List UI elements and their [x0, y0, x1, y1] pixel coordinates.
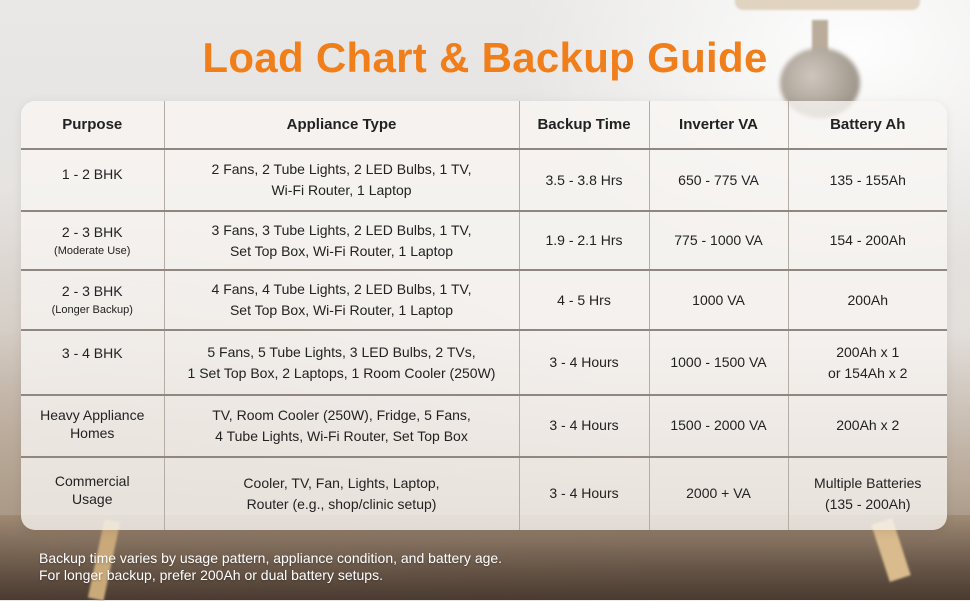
- inverter-va-cell: 2000 + VA: [649, 457, 788, 530]
- inverter-va-cell: 1500 - 2000 VA: [649, 395, 788, 457]
- lamp-shade-decoration: [735, 0, 920, 10]
- backup-time-cell: 3 - 4 Hours: [519, 395, 649, 457]
- header-inverter-va: Inverter VA: [649, 101, 788, 149]
- backup-time-cell: 4 - 5 Hrs: [519, 270, 649, 330]
- appliance-line: Set Top Box, Wi-Fi Router, 1 Laptop: [229, 302, 454, 319]
- inverter-va-cell: 1000 VA: [649, 270, 788, 330]
- header-appliance-type: Appliance Type: [164, 101, 519, 149]
- battery-ah-cell: [788, 330, 947, 394]
- purpose-label: Commercial: [54, 472, 130, 489]
- battery-line: 200Ah x 2: [836, 417, 900, 434]
- purpose-cell: [21, 457, 164, 530]
- table-row: [21, 211, 947, 270]
- inverter-va-cell: 1000 - 1500 VA: [649, 330, 788, 394]
- appliance-line: Wi-Fi Router, 1 Laptop: [271, 182, 412, 199]
- table-row: [21, 457, 947, 530]
- load-chart-table: [21, 101, 947, 530]
- inverter-va-cell: 775 - 1000 VA: [649, 211, 788, 270]
- purpose-cell: [21, 149, 164, 211]
- battery-line: Multiple Batteries: [814, 474, 922, 491]
- purpose-cell: [21, 330, 164, 394]
- appliance-cell: [164, 395, 519, 457]
- purpose-label-line2: Usage: [72, 490, 113, 507]
- battery-line: 200Ah x 1: [836, 343, 900, 360]
- purpose-cell: [21, 211, 164, 270]
- backup-time-cell: 1.9 - 2.1 Hrs: [519, 211, 649, 270]
- battery-ah-cell: [788, 270, 947, 330]
- inverter-va-cell: 650 - 775 VA: [649, 149, 788, 211]
- appliance-line: Set Top Box, Wi-Fi Router, 1 Laptop: [229, 242, 454, 259]
- table-row: [21, 395, 947, 457]
- purpose-label: 2 - 3 BHK: [61, 224, 123, 241]
- battery-line: 200Ah: [847, 291, 888, 308]
- appliance-line: 1 Set Top Box, 2 Laptops, 1 Room Cooler (250W): [187, 364, 496, 381]
- appliance-cell: [164, 457, 519, 530]
- appliance-line: Router (e.g., shop/clinic setup): [246, 495, 437, 512]
- table-header-row: [21, 101, 947, 149]
- purpose-cell: [21, 395, 164, 457]
- page-title: Load Chart & Backup Guide: [202, 34, 768, 81]
- backup-time-cell: 3.5 - 3.8 Hrs: [519, 149, 649, 211]
- appliance-line: 4 Fans, 4 Tube Lights, 2 LED Bulbs, 1 TV,: [211, 281, 472, 298]
- header-battery-ah: Battery Ah: [788, 101, 947, 149]
- purpose-label: Heavy Appliance: [40, 406, 145, 423]
- appliance-line: 3 Fans, 3 Tube Lights, 2 LED Bulbs, 1 TV,: [211, 221, 472, 238]
- footnotes: [39, 550, 939, 584]
- appliance-line: Cooler, TV, Fan, Lights, Laptop,: [243, 474, 440, 491]
- appliance-line: 5 Fans, 5 Tube Lights, 3 LED Bulbs, 2 TVs,: [207, 343, 476, 360]
- footnote-line: Backup time varies by usage pattern, appliance condition, and battery age.: [39, 550, 503, 566]
- appliance-cell: [164, 270, 519, 330]
- header-backup-time: Backup Time: [519, 101, 649, 149]
- battery-line: or 154Ah x 2: [828, 364, 908, 381]
- table-row: [21, 330, 947, 394]
- appliance-cell: [164, 149, 519, 211]
- appliance-line: 4 Tube Lights, Wi-Fi Router, Set Top Box: [215, 427, 468, 444]
- battery-ah-cell: [788, 211, 947, 270]
- purpose-label-line2: Homes: [70, 424, 115, 441]
- table-row: [21, 149, 947, 211]
- header-purpose: Purpose: [21, 101, 164, 149]
- purpose-label: 3 - 4 BHK: [61, 345, 123, 362]
- purpose-sublabel: (Moderate Use): [54, 245, 131, 258]
- appliance-line: TV, Room Cooler (250W), Fridge, 5 Fans,: [212, 406, 471, 423]
- appliance-cell: [164, 330, 519, 394]
- backup-time-cell: 3 - 4 Hours: [519, 457, 649, 530]
- battery-line: 154 - 200Ah: [829, 232, 906, 249]
- footnote-line: For longer backup, prefer 200Ah or dual battery setups.: [39, 567, 383, 583]
- table-row: [21, 270, 947, 330]
- battery-ah-cell: [788, 149, 947, 211]
- purpose-cell: [21, 270, 164, 330]
- purpose-label: 1 - 2 BHK: [61, 166, 123, 182]
- purpose-sublabel: (Longer Backup): [51, 304, 133, 317]
- battery-ah-cell: [788, 457, 947, 530]
- battery-ah-cell: [788, 395, 947, 457]
- appliance-cell: [164, 211, 519, 270]
- load-chart-card: [21, 101, 947, 530]
- backup-time-cell: 3 - 4 Hours: [519, 330, 649, 394]
- battery-line: (135 - 200Ah): [824, 495, 911, 512]
- appliance-line: 2 Fans, 2 Tube Lights, 2 LED Bulbs, 1 TV,: [211, 161, 472, 178]
- purpose-label: 2 - 3 BHK: [61, 283, 123, 300]
- battery-line: 135 - 155Ah: [829, 171, 906, 188]
